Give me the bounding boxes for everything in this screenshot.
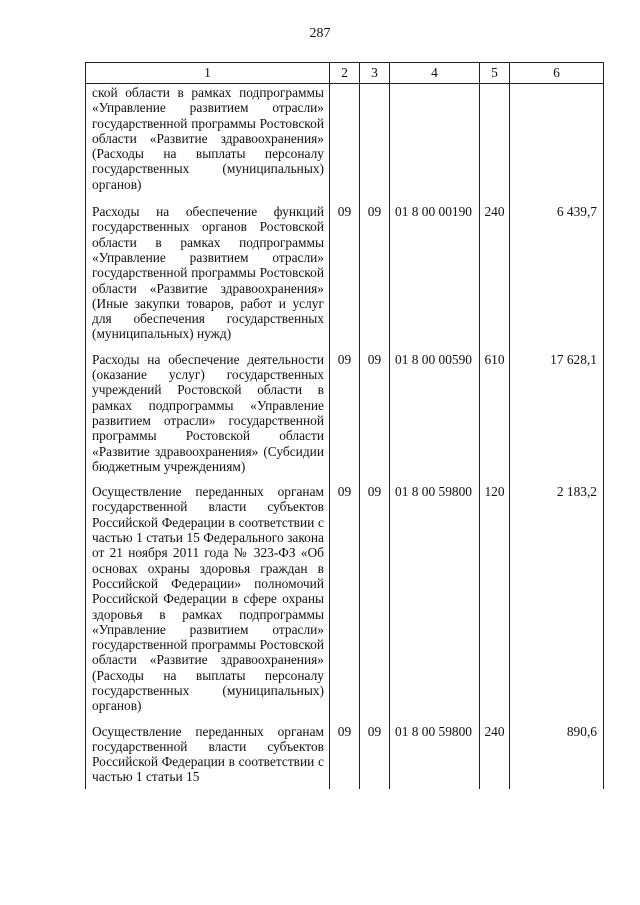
- row-target-code: 01 8 00 59800: [390, 478, 480, 717]
- row-description: Расходы на обеспечение функций государственных органов Ростовской области в рамках подпрограммы «Управление развитием отрасли» государственной программы Ростовской области «Развитие здравоохранения» (Иные закупки товаров, работ и услуг для обеспечения государственных (муниципальных) нужд): [86, 198, 330, 346]
- row-amount: 2 183,2: [510, 478, 604, 717]
- table-row: [86, 198, 604, 346]
- row-expense-type: 240: [480, 198, 510, 346]
- row-section: 09: [330, 478, 360, 717]
- header-col-1: 1: [86, 63, 330, 84]
- header-col-3: 3: [360, 63, 390, 84]
- row-subsection: 09: [360, 718, 390, 789]
- header-col-2: 2: [330, 63, 360, 84]
- table-row: [86, 346, 604, 478]
- row-subsection: 09: [360, 346, 390, 478]
- row-description: ской области в рамках подпрограммы «Управление развитием отрасли» государственной программы Ростовской области «Развитие здравоохранения» (Расходы на выплаты персоналу государственных (муниципальных) органов): [86, 84, 330, 199]
- header-col-6: 6: [510, 63, 604, 84]
- row-amount: 17 628,1: [510, 346, 604, 478]
- row-description: Осуществление переданных органам государственной власти субъектов Российской Федерации в соответствии с частью 1 статьи 15 Федерального закона от 21 ноября 2011 года № 323-ФЗ «Об основах охраны здоровья граждан в Российской Федерации» полномочий Российской Федерации в сфере охраны здоровья в рамках подпрограммы «Управление развитием отрасли» государственной программы Ростовской области «Развитие здравоохранения» (Расходы на выплаты персоналу государственных (муниципальных) органов): [86, 478, 330, 717]
- row-expense-type: 240: [480, 718, 510, 789]
- row-description: Осуществление переданных органам государственной власти субъектов Российской Федерации в соответствии с частью 1 статьи 15: [86, 718, 330, 789]
- header-col-5: 5: [480, 63, 510, 84]
- page-number: 287: [309, 26, 331, 41]
- row-section: 09: [330, 346, 360, 478]
- header-col-4: 4: [390, 63, 480, 84]
- budget-table: [85, 62, 604, 789]
- row-target-code: 01 8 00 00190: [390, 198, 480, 346]
- row-expense-type: 120: [480, 478, 510, 717]
- row-amount: 890,6: [510, 718, 604, 789]
- row-amount: 6 439,7: [510, 198, 604, 346]
- row-subsection: 09: [360, 478, 390, 717]
- row-subsection: 09: [360, 198, 390, 346]
- row-target-code: 01 8 00 59800: [390, 718, 480, 789]
- row-section: 09: [330, 198, 360, 346]
- row-section: 09: [330, 718, 360, 789]
- table-row: [86, 718, 604, 789]
- row-description: Расходы на обеспечение деятельности (оказание услуг) государственных учреждений Ростовской области в рамках подпрограммы «Управление развитием отрасли» государственной программы Ростовской области «Развитие здравоохранения» (Субсидии бюджетным учреждениям): [86, 346, 330, 478]
- table-header: [86, 63, 604, 84]
- table-row-continuation: [86, 84, 604, 199]
- row-expense-type: 610: [480, 346, 510, 478]
- table-row: [86, 478, 604, 717]
- row-target-code: 01 8 00 00590: [390, 346, 480, 478]
